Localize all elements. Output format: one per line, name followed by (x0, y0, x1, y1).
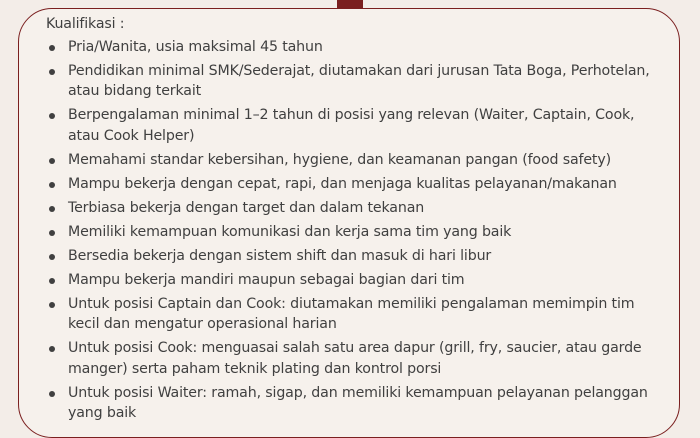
list-item-text: Memiliki kemampuan komunikasi dan kerja sama tim yang baik (68, 223, 512, 240)
qualifications-heading: Kualifikasi : (46, 16, 125, 32)
bullet-icon (49, 254, 55, 260)
bullet-icon (49, 391, 55, 397)
list-item (46, 270, 666, 291)
list-item-text: Pendidikan minimal SMK/Sederajat, diutamakan dari jurusan Tata Boga, Perhotelan, atau bidang terkait (68, 62, 650, 99)
list-item-text: Untuk posisi Cook: menguasai salah satu area dapur (grill, fry, saucier, atau garde manger) serta paham teknik plating dan kontrol porsi (68, 340, 642, 377)
header-accent-bar (337, 0, 363, 8)
bullet-icon (49, 158, 55, 164)
list-item (46, 61, 666, 102)
list-item-text: Memahami standar kebersihan, hygiene, dan keamanan pangan (food safety) (68, 151, 611, 168)
qualifications-content (46, 14, 666, 427)
list-item (46, 174, 666, 195)
list-item-text: Mampu bekerja dengan cepat, rapi, dan menjaga kualitas pelayanan/makanan (68, 175, 617, 192)
list-item (46, 338, 666, 379)
list-item-text: Mampu bekerja mandiri maupun sebagai bagian dari tim (68, 271, 465, 288)
list-item-text: Terbiasa bekerja dengan target dan dalam tekanan (68, 199, 425, 216)
list-item (46, 105, 666, 146)
list-item-text: Untuk posisi Captain dan Cook: diutamakan memiliki pengalaman memimpin tim kecil dan mengatur operasional harian (68, 295, 635, 332)
bullet-icon (49, 69, 55, 75)
bullet-icon (49, 182, 55, 188)
bullet-icon (49, 230, 55, 236)
list-item (46, 383, 666, 424)
list-item (46, 222, 666, 243)
list-item (46, 150, 666, 171)
list-item (46, 246, 666, 267)
bullet-icon (49, 206, 55, 212)
bullet-icon (49, 278, 55, 284)
list-item-text: Berpengalaman minimal 1–2 tahun di posisi yang relevan (Waiter, Captain, Cook, atau Cook Helper) (68, 107, 635, 144)
bullet-icon (49, 45, 55, 51)
bullet-icon (49, 346, 55, 352)
list-item-text: Bersedia bekerja dengan sistem shift dan masuk di hari libur (68, 247, 492, 264)
list-item-text: Pria/Wanita, usia maksimal 45 tahun (68, 38, 323, 55)
qualifications-list (46, 37, 666, 424)
list-item (46, 37, 666, 58)
list-item (46, 294, 666, 335)
bullet-icon (49, 113, 55, 119)
list-item (46, 198, 666, 219)
bullet-icon (49, 302, 55, 308)
list-item-text: Untuk posisi Waiter: ramah, sigap, dan memiliki kemampuan pelayanan pelanggan yang baik (68, 384, 648, 421)
